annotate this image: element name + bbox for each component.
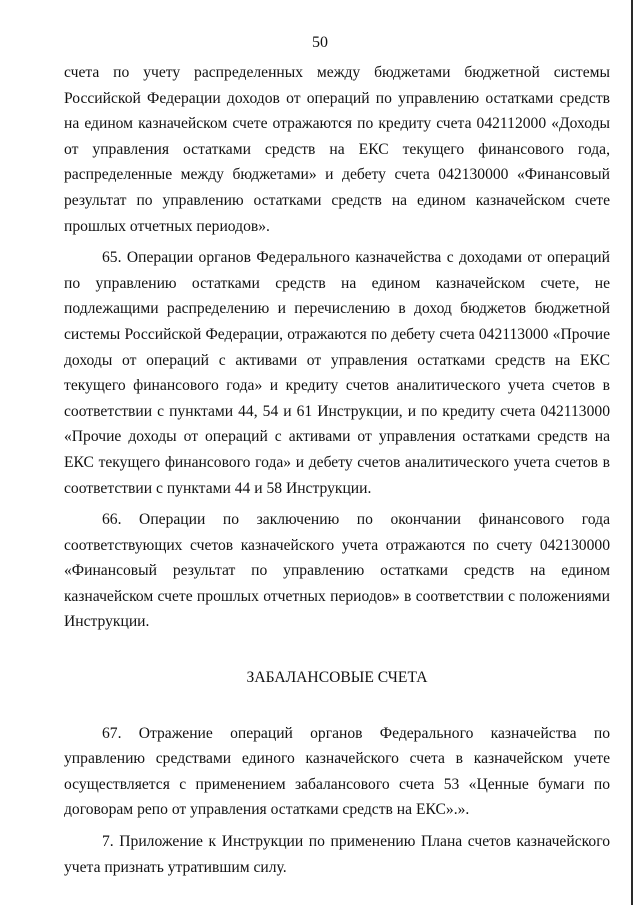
paragraph-67: 67. Отражение операций органов Федерального казначейства по управлению средствами единого казначейского счета в казначейском учете осуществляется с применением забалансового счета 53 «Ценные бумаги по договорам репо от управления остатками средств на ЕКС».».: [64, 724, 610, 819]
document-body: [64, 60, 610, 880]
paragraph-66: 66. Операции по заключению по окончании финансового года соответствующих счетов казначейского учета отражаются по счету 042130000 «Финансовый результат по управлению остатками средств на едином казначейском счете прошлых отчетных периодов» в соответствии с положениями Инструкции.: [64, 511, 610, 631]
scan-edge-line: [631, 0, 633, 905]
section-heading: ЗАБАЛАНСОВЫЕ СЧЕТА: [246, 669, 428, 687]
paragraph-7: 7. Приложение к Инструкции по применению Плана счетов казначейского учета признать утратившим силу.: [64, 833, 610, 876]
paragraph-continuation: счета по учету распределенных между бюджетами бюджетной системы Российской Федерации доходов от операций по управлению остатками средств на едином казначейском счете отражаются по кредиту счета 042112000 «Доходы от управления остатками средств на ЕКС текущего финансового года, распределенные между бюджетами» и дебету счета 042130000 «Финансовый результат по управлению остатками средств на едином казначейском счете прошлых отчетных периодов».: [64, 64, 610, 235]
paragraph-65: 65. Операции органов Федерального казначейства с доходами от операций по управлению остатками средств на едином казначейском счете, не подлежащими распределению и перечислению в доход бюджетов бюджетной системы Российской Федерации, отражаются по дебету счета 042113000 «Прочие доходы от операций с активами от управления остатками средств на ЕКС текущего финансового года» и кредиту счетов аналитического учета счетов в соответствии с пунктами 44, 54 и 61 Инструкции, и по кредиту счета 042113000 «Прочие доходы от операций с активами от управления остатками средств на ЕКС текущего финансового года» и дебету счетов аналитического учета счетов в соответствии с пунктами 44 и 58 Инструкции.: [64, 249, 610, 497]
page-number: 50: [312, 34, 328, 51]
